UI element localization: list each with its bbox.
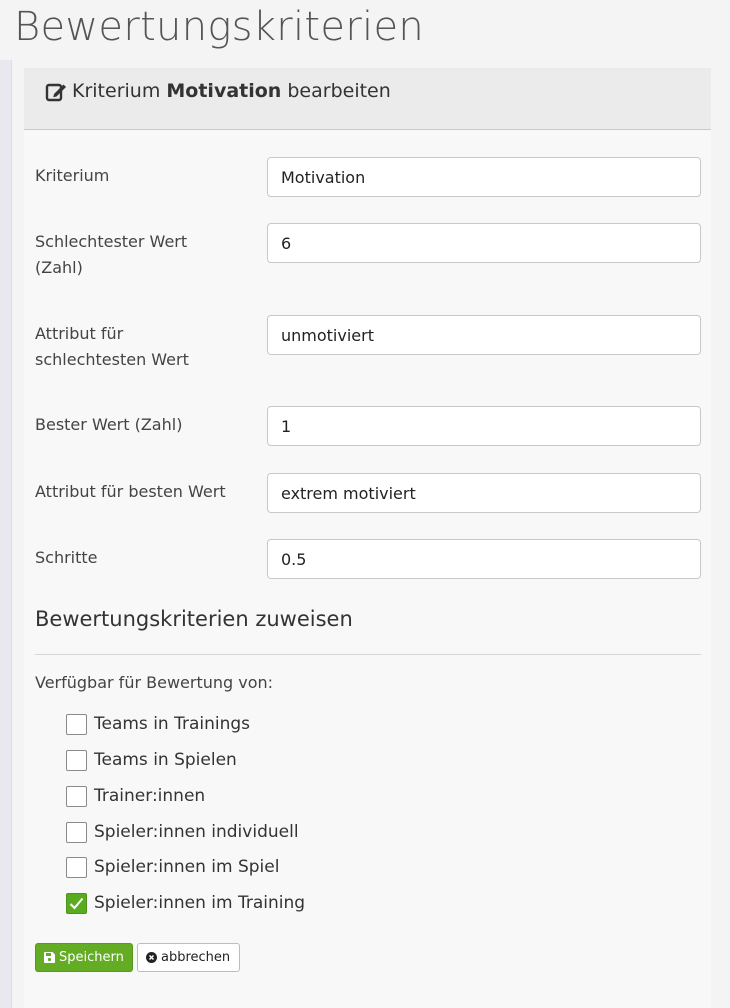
- card-title-criterion: Motivation: [166, 80, 282, 102]
- card-title: [72, 80, 391, 102]
- times-circle-icon: [146, 952, 157, 963]
- cancel-button[interactable]: [137, 943, 240, 972]
- page-title: Bewertungskriterien: [14, 4, 425, 50]
- checkbox[interactable]: [66, 786, 87, 807]
- checkbox-row-players-game[interactable]: [66, 855, 279, 879]
- best-attribute-input[interactable]: [267, 473, 701, 513]
- checkbox-row-teams-trainings[interactable]: [66, 712, 250, 736]
- floppy-disk-icon: [44, 952, 55, 963]
- save-button[interactable]: [35, 943, 133, 972]
- checkbox-label: Spieler:innen im Training: [94, 893, 306, 913]
- checkbox-checked[interactable]: [66, 893, 87, 914]
- card-header: [24, 68, 711, 130]
- checkbox-row-players-individual[interactable]: [66, 820, 299, 844]
- checkbox[interactable]: [66, 822, 87, 843]
- checkbox[interactable]: [66, 750, 87, 771]
- checkbox[interactable]: [66, 714, 87, 735]
- checkbox-label: Teams in Trainings: [94, 714, 251, 734]
- checkbox-label: Spieler:innen im Spiel: [94, 857, 280, 877]
- available-for-label: Verfügbar für Bewertung von:: [35, 673, 274, 692]
- checkmark-icon: [69, 897, 84, 910]
- criterion-input[interactable]: [267, 157, 701, 197]
- section-divider: [35, 654, 701, 655]
- field-label-steps: Schritte: [35, 548, 98, 567]
- checkbox-row-teams-games[interactable]: [66, 748, 237, 772]
- field-label-best-value: Bester Wert (Zahl): [35, 415, 183, 434]
- checkbox-label: Teams in Spielen: [94, 750, 237, 770]
- edit-icon: [45, 81, 67, 103]
- checkbox[interactable]: [66, 857, 87, 878]
- field-label-worst-value: Schlechtester Wert (Zahl): [35, 232, 188, 277]
- checkbox-label: Spieler:innen individuell: [94, 822, 299, 842]
- cancel-button-label: abbrechen: [161, 950, 231, 965]
- card-title-prefix: Kriterium: [72, 80, 161, 102]
- field-label-worst-attribute: Attribut für schlechtesten Wert: [35, 324, 189, 369]
- page-header: [0, 0, 730, 60]
- checkbox-row-players-training[interactable]: [66, 891, 305, 915]
- card-title-suffix: bearbeiten: [287, 80, 391, 102]
- field-label-best-attribute: Attribut für besten Wert: [35, 482, 226, 501]
- steps-input[interactable]: [267, 539, 701, 579]
- save-button-label: Speichern: [59, 950, 124, 965]
- best-value-input[interactable]: [267, 406, 701, 446]
- assign-section-title: Bewertungskriterien zuweisen: [35, 607, 353, 631]
- field-label-criterion: Kriterium: [35, 166, 110, 185]
- worst-attribute-input[interactable]: [267, 315, 701, 355]
- checkbox-row-coaches[interactable]: [66, 784, 205, 808]
- checkbox-label: Trainer:innen: [94, 786, 206, 806]
- left-sidebar-edge: [0, 60, 12, 1008]
- worst-value-input[interactable]: [267, 223, 701, 263]
